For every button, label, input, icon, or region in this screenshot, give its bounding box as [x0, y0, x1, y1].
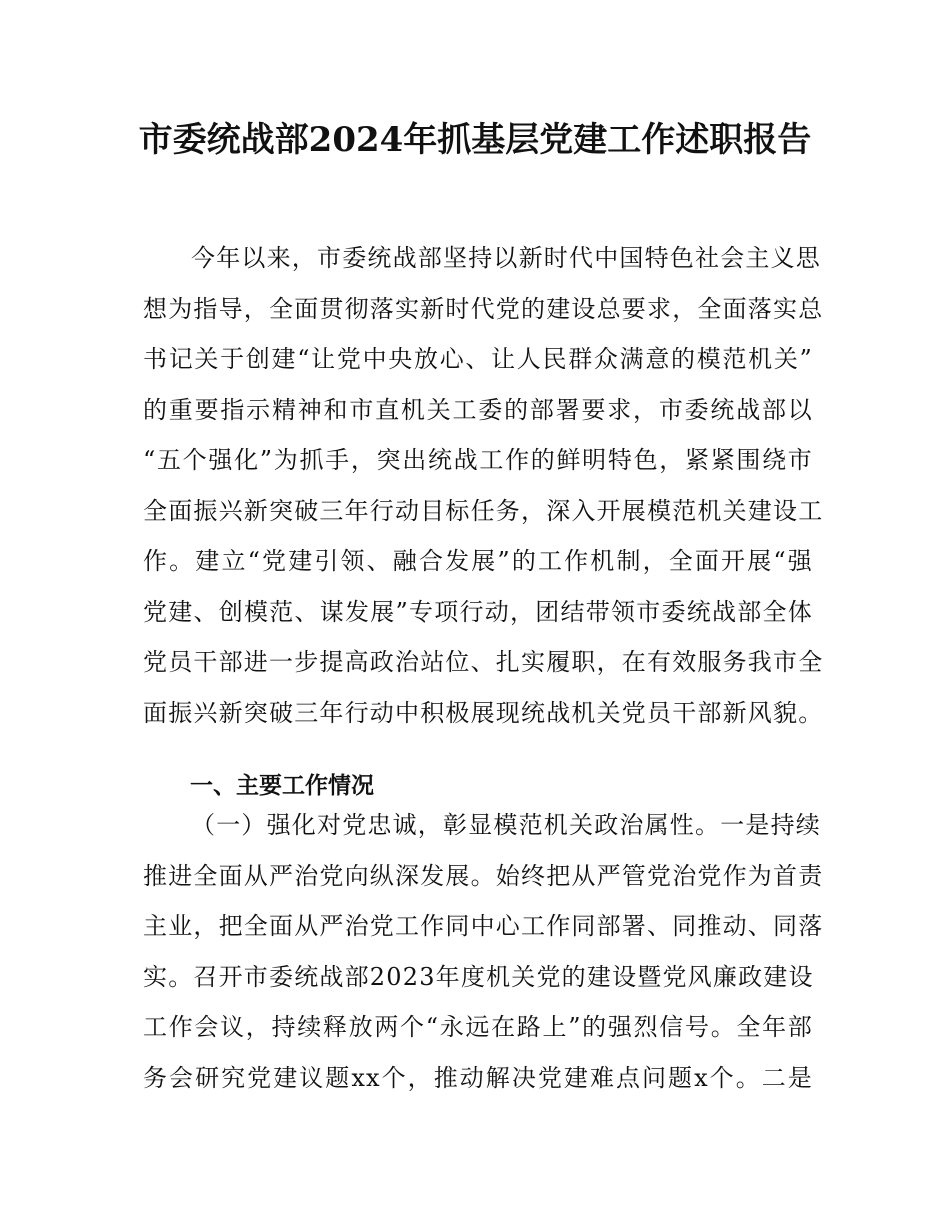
- section-line: 实。召开市委统战部2023年度机关党的建设暨党风廉政建设: [143, 962, 814, 991]
- intro-paragraph: [143, 233, 824, 738]
- intro-line: 作。建立“党建引领、融合发展”的工作机制，全面开展“强: [143, 547, 813, 575]
- intro-line: 党员干部进一步提高政治站位、扎实履职，在有效服务我市全: [143, 648, 824, 676]
- section-line: 务会研究党建议题xx个，推动解决党建难点问题x个。二是: [143, 1063, 813, 1092]
- section-line: 主业，把全面从严治党工作同中心工作同部署、同推动、同落: [143, 912, 824, 940]
- intro-line: 想为指导，全面贯彻落实新时代党的建设总要求，全面落实总: [143, 294, 824, 323]
- intro-line: 党建、创模范、谋发展”专项行动，团结带领市委统战部全体: [143, 597, 813, 626]
- section-line: （一）强化对党忠诚，彰显模范机关政治属性。一是持续: [191, 811, 821, 839]
- intro-line: 今年以来，市委统战部坚持以新时代中国特色社会主义思: [191, 244, 821, 272]
- intro-line: 面振兴新突破三年行动中积极展现统战机关党员干部新风貌。: [143, 698, 824, 727]
- intro-line: 全面振兴新突破三年行动目标任务，深入开展模范机关建设工: [143, 496, 824, 525]
- intro-line: “五个强化”为抓手，突出统战工作的鲜明特色，紧紧围绕市: [143, 446, 813, 474]
- section-line: 工作会议，持续释放两个“永远在路上”的强烈信号。全年部: [143, 1013, 813, 1041]
- section-line: 推进全面从严治党向纵深发展。始终把从严管党治党作为首责: [143, 861, 824, 890]
- document-title: 市委统战部2024年抓基层党建工作述职报告: [138, 120, 812, 160]
- intro-line: 书记关于创建“让党中央放心、让人民群众满意的模范机关”: [143, 345, 813, 373]
- intro-line: 的重要指示精神和市直机关工委的部署要求，市委统战部以: [143, 395, 813, 424]
- section-heading: 一、主要工作情况: [190, 773, 374, 799]
- section-paragraph: [143, 800, 824, 1103]
